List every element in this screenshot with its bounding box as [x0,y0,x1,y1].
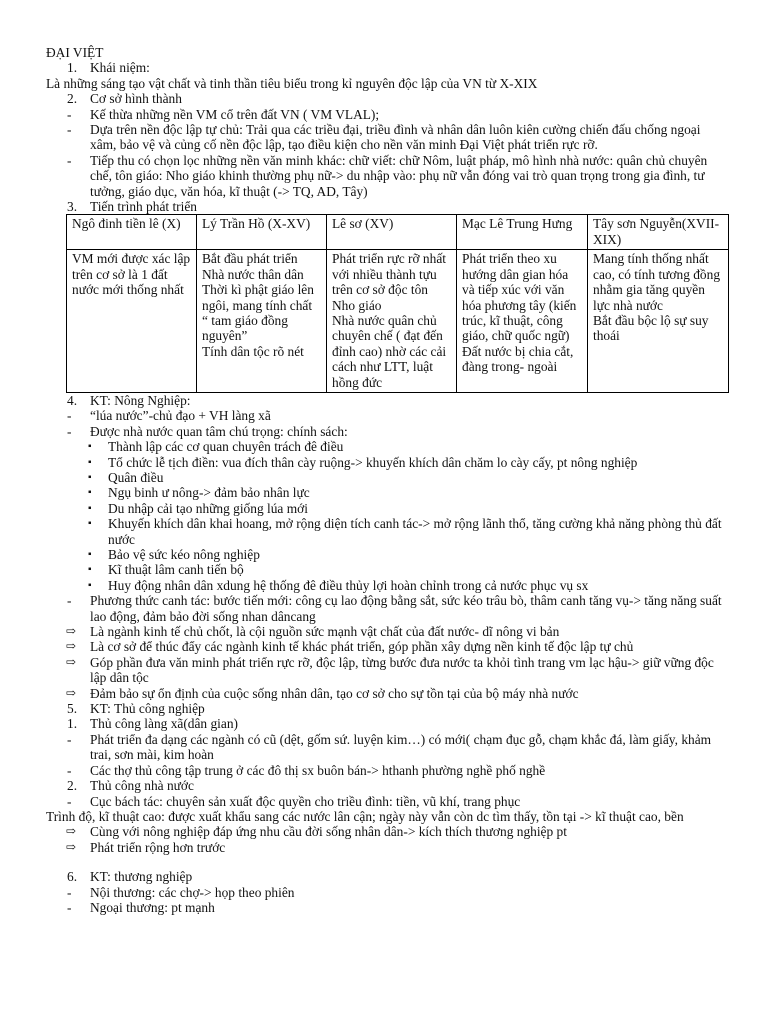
cell-text: VM mới được xác lập trên cơ sở là 1 đất nước mới thống nhất [72,251,191,298]
cell-text: Mang tính thống nhất cao, có tính tương đồng nhằm gia tăng quyền lực nhà nước [593,251,721,313]
list-item-text: Nội thương: các chợ-> họp theo phiên [90,884,295,900]
square-bullet-icon: ▪ [88,579,92,591]
list-item [46,763,728,778]
result-text: Cùng với nông nghiệp đáp ứng nhu cầu đời sống nhân dân-> kích thích thương nghiệp pt [90,824,567,840]
dash-marker: - [67,423,72,439]
table-cell [197,250,327,393]
table-cell [588,250,729,393]
policy-text: Tổ chức lễ tịch điền: vua đích thân cày ruộng-> khuyến khích dân chăm lo cày cấy, pt nông nghiệp [108,454,638,470]
table-header-row [67,215,729,250]
list-item-text: Cục bách tác: chuyên sản xuất độc quyền cho triều đình: tiền, vũ khí, trang phục [90,793,521,809]
policy-item [46,485,728,500]
result-item [46,840,728,855]
square-bullet-icon: ▪ [88,487,92,499]
section-number: 4. [67,392,78,408]
policy-item [46,470,728,485]
subsection-title: Thủ công làng xã(dân gian) [90,716,238,732]
basis-item-text: Dựa trên nền độc lập tự chủ: Trải qua các triều đại, triều đình và nhân dân luôn kiên cường chiến đấu chống ngoại xâm, bảo vệ và củng cố nền độc lập, tạo điều kiện cho nền văn minh Đại Việt phát triển rực rỡ. [90,122,701,153]
policy-text: Quân điều [108,469,164,485]
policy-item [46,547,728,562]
policy-text: Khuyến khích dân khai hoang, mở rộng diện tích canh tác-> mở rộng lãnh thổ, tăng cường khả năng phòng thủ đất nước [108,516,722,547]
square-bullet-icon: ▪ [88,502,92,514]
section-number: 3. [67,199,78,215]
section-3-heading [46,199,728,214]
list-item [46,900,728,915]
square-bullet-icon: ▪ [88,518,92,530]
section-number: 1. [67,60,78,76]
section-2-heading [46,91,728,106]
policy-item [46,455,728,470]
dash-marker: - [67,731,72,747]
policy-text: Du nhập cải tạo những giống lúa mới [108,500,308,516]
result-text: Là cơ sở để thúc đẩy các ngành kinh tế khác phát triển, góp phần xây dựng nền kinh tế độc lập tự chủ [90,639,634,655]
section-title: Tiến trình phát triển [90,199,197,215]
arrow-right-icon: ⇨ [66,654,77,669]
policy-text: Huy động nhân dân xdung hệ thống đê điều thủy lợi hoàn chỉnh trong cả nước phục vụ sx [108,577,589,593]
list-item-text: Phát triển đa dạng các ngành có cũ (dệt, gốm sứ. luyện kim…) có mới( chạm đục gỗ, chạm khắc đá, làm giấy, khảm trai, sơn mài, kim hoàn [90,731,712,763]
subsection-title: Thủ công nhà nước [90,778,194,794]
list-item-text: Ngoại thương: pt mạnh [90,899,215,915]
square-bullet-icon: ▪ [88,456,92,468]
section-number: 2. [67,91,78,107]
dash-marker: - [67,122,72,138]
section-title: Cơ sở hình thành [90,91,182,107]
cell-text: Nhà nước thân dân [202,266,304,282]
cell-text: Bắt đầu phát triển [202,251,298,267]
cell-text: Phát triển theo xu hướng dân gian hóa và tiếp xúc với văn hóa phương tây (kiến trúc, kĩ thuật, công giáo, chữ quốc ngữ) [462,251,577,344]
policy-text: Kĩ thuật lâm canh tiến bộ [108,562,244,578]
subsection-heading [46,716,728,731]
section-title: KT: Nông Nghiệp: [90,392,191,408]
section-title: KT: thương nghiệp [90,869,193,885]
policy-item [46,562,728,577]
cell-text: Đất nước bị chia cắt, đàng trong- ngoài [462,343,574,375]
result-item [46,655,728,686]
cell-text: Bắt đầu bộc lộ sự suy thoái [593,312,709,344]
paragraph: Trình độ, kĩ thuật cao: được xuất khẩu sang các nước lân cận; ngày này vẫn còn dc tìm thấy, tồn tại -> kĩ thuật cao, bền [46,808,684,824]
section-6-heading [46,869,728,884]
policy-item [46,516,728,547]
blank-line [46,855,728,869]
policy-item [46,501,728,516]
square-bullet-icon: ▪ [88,564,92,576]
document-title: ĐẠI VIỆT [46,45,104,60]
section-number: 5. [67,701,78,717]
dash-marker: - [67,106,72,122]
policy-item [46,578,728,593]
subsection-number: 2. [67,778,78,794]
list-item [46,408,728,423]
development-table [66,214,729,392]
policy-text: Bảo vệ sức kéo nông nghiệp [108,547,260,562]
cell-text: Thời kì phật giáo lên ngôi, mang tính chất “ tam giáo đồng nguyên” [202,282,314,344]
cell-text: Tính dân tộc rõ nét [202,343,304,359]
policy-text: Thành lập các cơ quan chuyên trách đê điều [108,439,344,455]
table-header-cell: Ngô đinh tiền lê (X) [67,215,197,250]
basis-item [46,122,728,153]
square-bullet-icon: ▪ [88,441,92,453]
section-title: Khái niệm: [90,60,150,76]
basis-item-text: Kế thừa những nền VM cổ trên đất VN ( VM VLAL); [90,106,380,122]
dash-marker: - [67,408,72,424]
list-item [46,885,728,900]
dash-marker: - [67,793,72,809]
table-cell [457,250,588,393]
result-item [46,639,728,654]
table-cell [327,250,457,393]
result-text: Góp phần đưa văn minh phát triển rực rỡ, độc lập, từng bước đưa nước ta khỏi tình trang vm lạc hậu-> giữ vững độc lập dân tộc [90,654,714,686]
square-bullet-icon: ▪ [88,549,92,560]
result-text: Là ngành kinh tế chủ chốt, là cội nguồn sức mạnh vật chất của đất nước- dĩ nông vi bản [90,624,560,640]
section-title: KT: Thủ công nghiệp [90,701,205,717]
table-row [67,250,729,393]
policy-text: Ngụ binh ư nông-> đảm bảo nhân lực [108,485,310,501]
table-header-cell: Mạc Lê Trung Hưng [457,215,588,250]
table-header-cell: Lý Trần Hồ (X-XV) [197,215,327,250]
arrow-right-icon: ⇨ [66,839,77,854]
square-bullet-icon: ▪ [88,471,92,483]
dash-marker: - [67,884,72,900]
arrow-right-icon: ⇨ [66,624,77,639]
dash-marker: - [67,899,72,915]
list-item [46,732,728,763]
arrow-right-icon: ⇨ [66,639,77,654]
subsection-heading [46,778,728,793]
list-item-text: “lúa nước”-chủ đạo + VH làng xã [90,408,271,424]
policy-item [46,439,728,454]
list-item-text: Được nhà nước quan tâm chú trọng: chính sách: [90,423,348,439]
result-item [46,686,728,701]
list-item-text: Các thợ thủ công tập trung ở các đô thị sx buôn bán-> hthanh phường nghề phố nghề [90,762,546,778]
list-item [46,794,728,809]
cell-text: Phát triển rực rỡ nhất với nhiều thành tựu trên cơ sở độc tôn Nho giáo [332,251,446,313]
dash-marker: - [67,152,72,168]
table-header-cell: Lê sơ (XV) [327,215,457,250]
basis-item-text: Tiếp thu có chọn lọc những nền văn minh khác: chữ viết: chữ Nôm, luật pháp, mô hình nhà nước: quân chủ chuyên chế, tôn giáo: Nho giáo khinh thường phụ nữ-> du nhập vào: phụ nữ vẫn đóng vai trò quan trọng trong gia đình, tư tưởng, giáo dục, văn hóa, kĩ thuật (-> TQ, AD, Tây) [90,152,708,199]
list-item [46,424,728,439]
result-text: Phát triển rộng hơn trước [90,839,226,855]
definition-paragraph: Là những sáng tạo vật chất và tinh thần tiêu biểu trong kỉ nguyên độc lập của VN từ X-XIX [46,75,538,91]
result-text: Đảm bảo sự ổn định của cuộc sống nhân dân, tạo cơ sở cho sự tồn tại của bộ máy nhà nước [90,685,579,701]
section-4-heading [46,393,728,408]
list-item-text: Phương thức canh tác: bước tiến mới: công cụ lao động bằng sắt, sức kéo trâu bò, thâm canh tăng vụ-> tăng năng suất lao động, đảm bảo đời sống nhan dâncang [90,593,722,624]
table-cell [67,250,197,393]
basis-item [46,107,728,122]
section-number: 6. [67,869,78,885]
basis-item [46,153,728,199]
section-1-heading [46,60,728,75]
cell-text: Nhà nước quân chủ chuyên chế ( đạt đến đỉnh cao) nhờ các cải cách như LTT, luật hồng đức [332,312,447,390]
result-item [46,824,728,839]
list-item [46,593,728,624]
arrow-right-icon: ⇨ [66,685,77,700]
section-5-heading [46,701,728,716]
result-item [46,624,728,639]
subsection-number: 1. [67,716,78,732]
dash-marker: - [67,593,72,609]
table-header-cell: Tây sơn Nguyễn(XVII-XIX) [588,215,729,250]
arrow-right-icon: ⇨ [66,824,77,839]
dash-marker: - [67,762,72,778]
